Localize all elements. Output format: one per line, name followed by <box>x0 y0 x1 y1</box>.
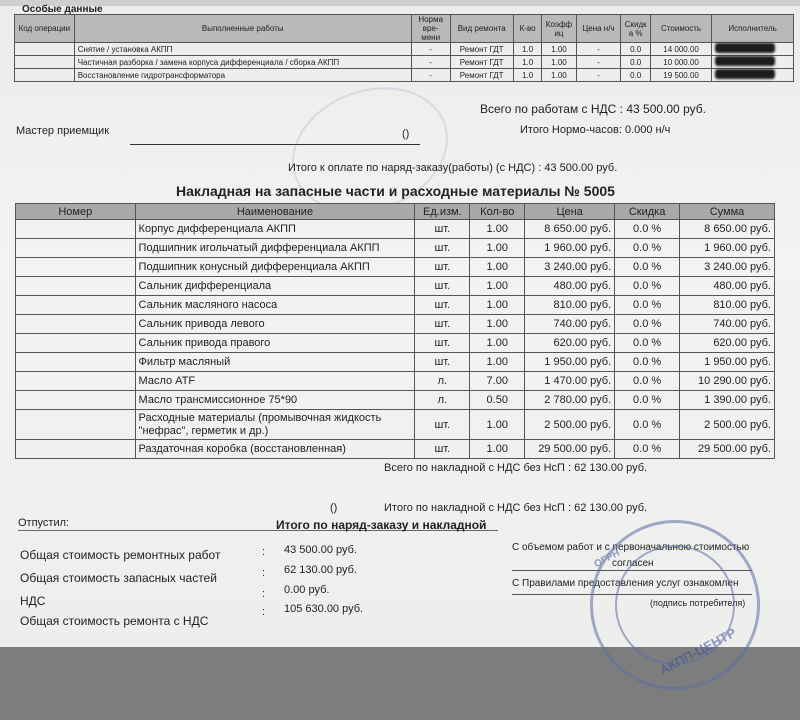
col-norm: Норма вре-мени <box>411 15 450 43</box>
cell: 620.00 руб. <box>680 334 775 353</box>
cell: 1.00 <box>470 334 525 353</box>
cell: шт. <box>415 296 470 315</box>
cell: 1.00 <box>470 410 525 440</box>
special-data-title: Особые данные <box>22 4 103 15</box>
cell: л. <box>415 391 470 410</box>
works-total: Всего по работам с НДС : 43 500.00 руб. <box>480 102 706 116</box>
part-name <box>135 410 415 440</box>
cell: 14 000.00 <box>650 43 711 56</box>
col-price: Цена <box>525 204 615 220</box>
cell: 1.0 <box>513 56 542 69</box>
cell: 8 650.00 руб. <box>680 220 775 239</box>
cell: 3 240.00 руб. <box>525 258 615 277</box>
cell: шт. <box>415 315 470 334</box>
cell: 1.00 <box>470 277 525 296</box>
part-name: Масло трансмиссионное 75*90 <box>135 391 415 410</box>
cell: 29 500.00 руб. <box>680 440 775 459</box>
col-code: Код операции <box>15 15 75 43</box>
cell: 1.00 <box>470 296 525 315</box>
cell: 1.0 <box>513 69 542 82</box>
part-name: Сальник привода правого <box>135 334 415 353</box>
cell: 2 500.00 руб. <box>525 410 615 440</box>
table-row <box>16 239 775 258</box>
cell: 1.00 <box>470 440 525 459</box>
cell <box>15 69 75 82</box>
summary-label-parts: Общая стоимость запасных частей <box>20 571 217 585</box>
cell: шт. <box>415 277 470 296</box>
cell: 810.00 руб. <box>525 296 615 315</box>
cell: 1.0 <box>513 43 542 56</box>
part-name: Сальник масляного насоса <box>135 296 415 315</box>
cell: 1.00 <box>542 56 576 69</box>
parts-paren: () <box>330 502 338 514</box>
table-row <box>16 258 775 277</box>
cell <box>15 43 75 56</box>
photo-edge <box>0 0 800 6</box>
released-label: Отпустил: <box>18 517 70 529</box>
works-to-pay: Итого к оплате по наряд-заказу(работы) (с НДС) : 43 500.00 руб. <box>288 162 618 174</box>
summary-title: Итого по наряд-заказу и накладной <box>276 518 487 532</box>
part-name: Сальник привода левого <box>135 315 415 334</box>
part-name: Подшипник конусный дифференциала АКПП <box>135 258 415 277</box>
cell: 2 500.00 руб. <box>680 410 775 440</box>
cell: Ремонт ГДТ <box>450 69 513 82</box>
cell <box>16 410 136 440</box>
col-cost: Стоимость <box>650 15 711 43</box>
cell: 0.0 <box>621 43 651 56</box>
part-name: Корпус дифференциала АКПП <box>135 220 415 239</box>
cell: 0.0 % <box>615 334 680 353</box>
summary-colon: : <box>262 567 266 579</box>
table-row <box>15 43 794 56</box>
summary-value-parts: 62 130.00 руб. <box>284 564 357 576</box>
part-name-line1: Расходные материалы (промывочная жидкость <box>138 411 382 424</box>
cell: шт. <box>415 239 470 258</box>
part-name: Фильтр масляный <box>135 353 415 372</box>
cell: - <box>411 69 450 82</box>
table-row <box>15 56 794 69</box>
summary-colon: : <box>262 546 266 558</box>
col-disc: Скидк а % <box>621 15 651 43</box>
parts-total-2: Итого по накладной с НДС без НсП : 62 130.00 руб. <box>384 502 648 514</box>
cell: 0.0 % <box>615 391 680 410</box>
cell <box>16 372 136 391</box>
col-name: Наименование <box>135 204 415 220</box>
cell: 740.00 руб. <box>525 315 615 334</box>
cell: шт. <box>415 353 470 372</box>
cell: шт. <box>415 258 470 277</box>
master-signature-line <box>130 144 420 145</box>
parts-invoice-title: Накладная на запасные части и расходные материалы № 5005 <box>176 183 615 199</box>
cell: 0.0 % <box>615 220 680 239</box>
cell <box>16 391 136 410</box>
cell: 620.00 руб. <box>525 334 615 353</box>
col-coef: Коэфф иц <box>542 15 576 43</box>
cell: 0.0 % <box>615 440 680 459</box>
table-row <box>16 296 775 315</box>
stamp-text-main: АКПП-ЦЕНТР <box>656 624 739 678</box>
executor-redacted <box>712 69 794 82</box>
cell: - <box>576 69 621 82</box>
table-row <box>16 410 775 440</box>
cell: 480.00 руб. <box>525 277 615 296</box>
master-label: Мастер приемщик <box>16 125 110 137</box>
table-row <box>16 353 775 372</box>
part-name: Сальник дифференциала <box>135 277 415 296</box>
cell <box>16 334 136 353</box>
summary-colon: : <box>262 606 266 618</box>
table-row <box>15 69 794 82</box>
cell: 1.00 <box>470 220 525 239</box>
cell: 0.50 <box>470 391 525 410</box>
parts-total: Всего по накладной с НДС без НсП : 62 130.00 руб. <box>384 462 648 474</box>
cell: 1.00 <box>542 69 576 82</box>
part-name: Масло ATF <box>135 372 415 391</box>
cell: шт. <box>415 410 470 440</box>
cell: 0.0 % <box>615 410 680 440</box>
cell: 3 240.00 руб. <box>680 258 775 277</box>
col-number: Номер <box>16 204 136 220</box>
summary-value-works: 43 500.00 руб. <box>284 544 357 556</box>
summary-colon: : <box>262 588 266 600</box>
cell: 2 780.00 руб. <box>525 391 615 410</box>
col-price: Цена н/ч <box>576 15 621 43</box>
cell <box>16 277 136 296</box>
summary-label-works: Общая стоимость ремонтных работ <box>20 548 221 562</box>
cell: 8 650.00 руб. <box>525 220 615 239</box>
summary-value-vat: 0.00 руб. <box>284 584 330 596</box>
cell <box>16 315 136 334</box>
cell: Ремонт ГДТ <box>450 56 513 69</box>
cell: 1.00 <box>542 43 576 56</box>
cell: шт. <box>415 440 470 459</box>
cell: 0.0 % <box>615 353 680 372</box>
col-qty: Кол-во <box>470 204 525 220</box>
executor-redacted <box>712 43 794 56</box>
col-kind: Вид ремонта <box>450 15 513 43</box>
cell: 1.00 <box>470 239 525 258</box>
cell: 0.0 % <box>615 258 680 277</box>
table-row <box>16 220 775 239</box>
cell: 0.0 % <box>615 277 680 296</box>
summary-label-vat: НДС <box>20 594 46 608</box>
cell: 10 000.00 <box>650 56 711 69</box>
cell: 1 390.00 руб. <box>680 391 775 410</box>
agreement-scope: С объемом работ и с первоначальною стоимостью <box>512 542 750 553</box>
table-row <box>16 440 775 459</box>
cell: 29 500.00 руб. <box>525 440 615 459</box>
col-qty: К-во <box>513 15 542 43</box>
cell: Ремонт ГДТ <box>450 43 513 56</box>
cell: - <box>411 43 450 56</box>
part-name-line2: "нефрас", герметик и др.) <box>138 424 269 437</box>
cell: 0.0 <box>621 69 651 82</box>
col-unit: Ед.изм. <box>415 204 470 220</box>
cell: - <box>576 43 621 56</box>
table-row <box>16 315 775 334</box>
cell: 0.0 % <box>615 296 680 315</box>
parts-table <box>15 203 775 459</box>
cell: 0.0 % <box>615 239 680 258</box>
summary-label-total: Общая стоимость ремонта с НДС <box>20 614 209 628</box>
agreement-rules: С Правилами предоставления услуг ознакомлен <box>512 578 739 589</box>
work-name: Снятие / установка АКПП <box>74 43 411 56</box>
col-works: Выполненные работы <box>74 15 411 43</box>
cell <box>16 296 136 315</box>
stamp-text-top: ОГРН <box>592 547 622 571</box>
cell: - <box>576 56 621 69</box>
cell: 10 290.00 руб. <box>680 372 775 391</box>
cell: л. <box>415 372 470 391</box>
cell: 0.0 % <box>615 315 680 334</box>
cell: 1 960.00 руб. <box>680 239 775 258</box>
table-row <box>16 391 775 410</box>
cell: - <box>411 56 450 69</box>
col-discount: Скидка <box>615 204 680 220</box>
company-stamp <box>560 490 790 720</box>
cell: 1 470.00 руб. <box>525 372 615 391</box>
works-table <box>14 14 794 82</box>
cell: 740.00 руб. <box>680 315 775 334</box>
cell: 810.00 руб. <box>680 296 775 315</box>
work-name: Восстановление гидротрансформатора <box>74 69 411 82</box>
cell: 7.00 <box>470 372 525 391</box>
table-row <box>16 372 775 391</box>
works-header-row <box>15 15 794 43</box>
cell: 19 500.00 <box>650 69 711 82</box>
norm-hours: Итого Нормо-часов: 0.000 н/ч <box>520 124 671 136</box>
cell: 1.00 <box>470 315 525 334</box>
parts-header-row <box>16 204 775 220</box>
executor-redacted <box>712 56 794 69</box>
cell: шт. <box>415 334 470 353</box>
agreement-scope-agreed: согласен <box>612 558 654 569</box>
col-executor: Исполнитель <box>712 15 794 43</box>
cell: 0.0 <box>621 56 651 69</box>
summary-value-total: 105 630.00 руб. <box>284 603 364 615</box>
cell <box>16 258 136 277</box>
part-name: Подшипник игольчатый дифференциала АКПП <box>135 239 415 258</box>
cell: 1 950.00 руб. <box>525 353 615 372</box>
part-name: Раздаточная коробка (восстановленная) <box>135 440 415 459</box>
cell <box>16 353 136 372</box>
cell: 1 960.00 руб. <box>525 239 615 258</box>
col-sum: Сумма <box>680 204 775 220</box>
cell <box>16 220 136 239</box>
master-value: () <box>402 128 410 140</box>
table-row <box>16 277 775 296</box>
cell: 1.00 <box>470 353 525 372</box>
cell <box>16 239 136 258</box>
work-name: Частичная разборка / замена корпуса дифференциала / сборка АКПП <box>74 56 411 69</box>
table-row <box>16 334 775 353</box>
cell <box>15 56 75 69</box>
cell: 1.00 <box>470 258 525 277</box>
cell: 480.00 руб. <box>680 277 775 296</box>
cell: 1 950.00 руб. <box>680 353 775 372</box>
cell: шт. <box>415 220 470 239</box>
customer-signature-caption: (подпись потребителя) <box>650 598 746 608</box>
cell: 0.0 % <box>615 372 680 391</box>
cell <box>16 440 136 459</box>
